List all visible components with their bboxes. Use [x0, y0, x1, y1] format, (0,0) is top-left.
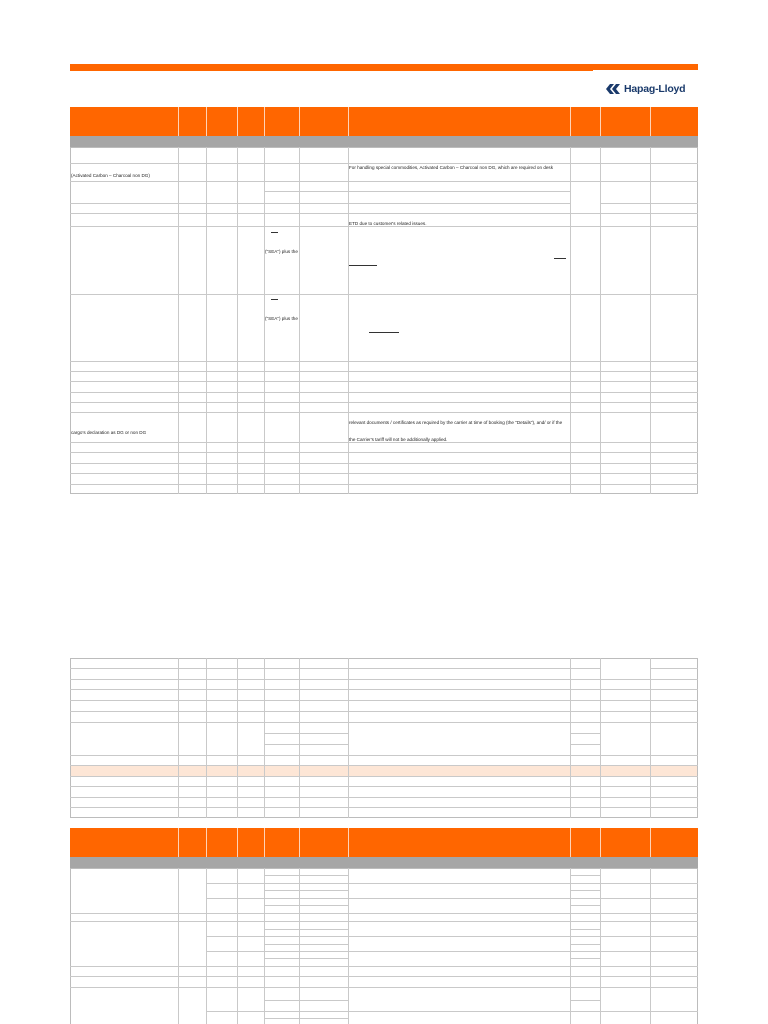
- row-activated-carbon-description: For handling special commodities, Activated Carbon – Charcoal non DG, which are required on desk: [349, 165, 554, 170]
- table1-section-band: [70, 136, 698, 147]
- row6-sea-label: ("SEA") plus the: [265, 249, 298, 254]
- row6-underline-a: [271, 232, 278, 233]
- row7-sea-label: ("SEA") plus the: [265, 316, 298, 321]
- brand-name: Hapag-Lloyd: [624, 82, 686, 95]
- hapag-lloyd-emblem-icon: [605, 84, 621, 94]
- row-activated-carbon-label: (Activated Carbon – Charcoal non DG): [71, 173, 150, 178]
- table3-header-band: [70, 828, 698, 857]
- row7-underline-b: [369, 332, 399, 333]
- row-cargo-declaration-label: cargo's declaration as DG or non DG: [71, 430, 147, 435]
- row7-underline-a: [271, 299, 278, 300]
- row-cargo-declaration-description-b: the Carrier's tariff will not be additionally applied.: [349, 437, 448, 442]
- row6-underline-b: [349, 265, 377, 266]
- brand-logo: [593, 70, 698, 107]
- row6-underline-c: [554, 258, 566, 259]
- table1-header-band: [70, 107, 698, 136]
- table3-section-band: [70, 857, 698, 868]
- row-cargo-declaration-description-a: relevant documents / certificates as required by the carrier at time of booking (the "Details"), and/ or if the: [349, 420, 563, 425]
- row-etd-description: ETD due to customer's related issues.: [349, 221, 427, 226]
